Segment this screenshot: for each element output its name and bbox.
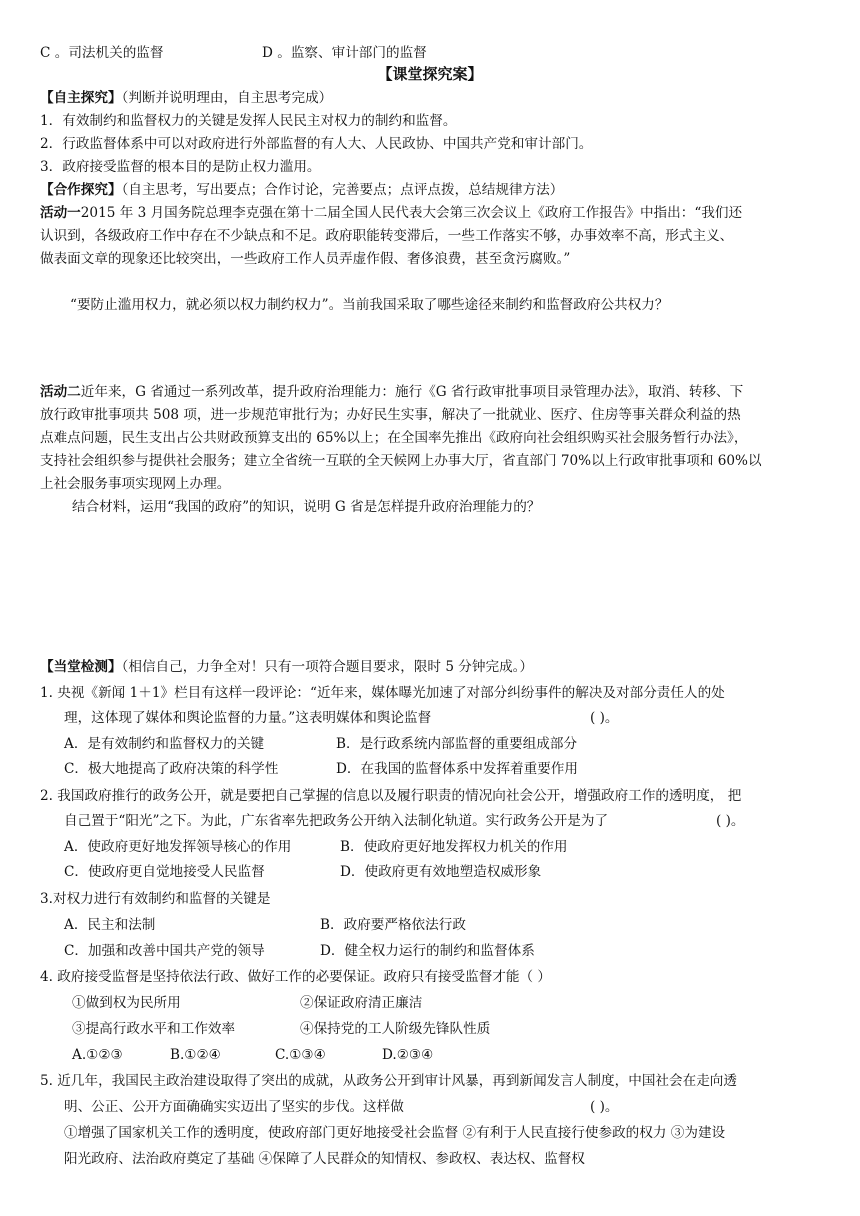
q4-option-c: C.①③④ [275, 1047, 326, 1063]
q4-statement-3: ③提高行政水平和工作效率 [72, 1021, 236, 1037]
activity2-line-1 [40, 383, 743, 401]
q4-option-b: B.①②④ [170, 1047, 221, 1063]
q1-answer-blank: ( )。 [590, 710, 619, 726]
activity2-line-2: 放行政审批事项共 508 项，进一步规范审批行为；办好民生实事，解决了一批就业、医疗、住房等事关群众利益的热 [40, 407, 741, 423]
option-d: D 。监察、审计部门的监督 [262, 45, 427, 61]
q1-option-b: B．是行政系统内部监督的重要组成部分 [336, 736, 578, 752]
activity2-text-1: 近年来，G 省通过一系列改革，提升政府治理能力：施行《G 省行政审批事项目录管理办法》，取消、转移、下 [80, 384, 744, 400]
q3-option-c: C．加强和改善中国共产党的领导 [64, 943, 265, 959]
q1-option-a: A．是有效制约和监督权力的关键 [64, 736, 265, 752]
q2-stem-line-1: 2. 我国政府推行的政务公开，就是要把自己掌握的信息以及履行职责的情况向社会公开，增强政府工作的透明度， 把 [40, 788, 742, 804]
q2-option-c: C．使政府更自觉地接受人民监督 [64, 864, 265, 880]
activity1-line-1 [40, 204, 742, 222]
q1-option-d: D．在我国的监督体系中发挥着重要作用 [336, 761, 578, 777]
activity1-text-1: 2015 年 3 月国务院总理李克强在第十二届全国人民代表大会第三次会议上《政府工作报告》中指出：“我们还 [80, 205, 743, 221]
q3-stem: 3.对权力进行有效制约和监督的关键是 [40, 891, 271, 907]
q2-option-d: D．使政府更有效地塑造权威形象 [340, 864, 542, 880]
q5-statements-line-1: ①增强了国家机关工作的透明度，使政府部门更好地接受社会监督 ②有利于人民直接行使参政的权力 ③为建设 [64, 1125, 726, 1141]
self-explore-heading: 【自主探究】 [40, 90, 122, 106]
self-explore-note: （判断并说明理由，自主思考完成） [121, 90, 333, 106]
q2-stem-line-2: 自己置于“阳光”之下。为此，广东省率先把政务公开纳入法制化轨道。实行政务公开是为了 [64, 813, 609, 829]
q3-option-d: D．健全权力运行的制约和监督体系 [320, 943, 535, 959]
coop-explore-header [40, 181, 563, 199]
activity2-question: 结合材料，运用“我国的政府”的知识，说明 G 省是怎样提升政府治理能力的？ [72, 499, 541, 515]
q2-answer-blank: ( )。 [716, 813, 745, 829]
q4-statement-4: ④保持党的工人阶级先锋队性质 [300, 1021, 491, 1037]
self-explore-item-1: 1．有效制约和监督权力的关键是发挥人民民主对权力的制约和监督。 [40, 113, 457, 129]
q5-stem-line-2: 明、公正、公开方面确确实实迈出了坚实的步伐。这样做 [64, 1099, 404, 1115]
self-explore-item-3: 3．政府接受监督的根本目的是防止权力滥用。 [40, 159, 321, 175]
q4-statement-2: ②保证政府清正廉洁 [300, 995, 423, 1011]
activity2-label: 活动二 [40, 384, 81, 400]
activity2-line-4: 支持社会组织参与提供社会服务；建立全省统一互联的全天候网上办事大厅，省直部门 70%以上行政审批事项和 60%以 [40, 453, 762, 469]
q5-stem-line-1: 5. 近几年，我国民主政治建设取得了突出的成就，从政务公开到审计风暴，再到新闻发言人制度，中国社会在走向透 [40, 1073, 737, 1089]
q5-answer-blank: ( )。 [590, 1099, 619, 1115]
coop-explore-heading: 【合作探究】 [40, 182, 122, 198]
self-explore-header [40, 89, 332, 107]
self-explore-item-2: 2．行政监督体系中可以对政府进行外部监督的有人大、人民政协、中国共产党和审计部门。 [40, 136, 593, 152]
q1-option-c: C．极大地提高了政府决策的科学性 [64, 761, 279, 777]
q3-option-a: A．民主和法制 [64, 917, 156, 933]
q1-stem-line-1: 1. 央视《新闻 1＋1》栏目有这样一段评论：“近年来，媒体曝光加速了对部分纠纷事件的解决及对部分责任人的处 [40, 685, 725, 701]
test-heading: 【当堂检测】 [40, 659, 122, 675]
test-header [40, 658, 533, 676]
q3-option-b: B．政府要严格依法行政 [320, 917, 466, 933]
activity1-label: 活动一 [40, 205, 81, 221]
section-title: 【课堂探究案】 [377, 65, 483, 83]
q2-option-a: A．使政府更好地发挥领导核心的作用 [64, 839, 292, 855]
q4-option-a: A.①②③ [72, 1047, 123, 1063]
activity1-line-2: 认识到，各级政府工作中存在不少缺点和不足。政府职能转变滞后，一些工作落实不够，办事效率不高，形式主义、 [40, 228, 734, 244]
q4-statement-1: ①做到权为民所用 [72, 995, 181, 1011]
q4-option-d: D.②③④ [382, 1047, 434, 1063]
activity1-question: “要防止滥用权力，就必须以权力制约权力”。当前我国采取了哪些途径来制约和监督政府公共权力？ [70, 297, 669, 313]
option-c: C 。司法机关的监督 [40, 45, 164, 61]
q1-stem-line-2: 理，这体现了媒体和舆论监督的力量。”这表明媒体和舆论监督 [64, 710, 432, 726]
q2-option-b: B．使政府更好地发挥权力机关的作用 [340, 839, 568, 855]
activity1-line-3: 做表面文章的现象还比较突出，一些政府工作人员弄虚作假、奢侈浪费，甚至贪污腐败。” [40, 251, 571, 267]
test-note: （相信自己，力争全对！只有一项符合题目要求，限时 5 分钟完成。） [121, 659, 534, 675]
q5-statements-line-2: 阳光政府、法治政府奠定了基础 ④保障了人民群众的知情权、参政权、表达权、监督权 [64, 1151, 585, 1167]
q4-stem: 4. 政府接受监督是坚持依法行政、做好工作的必要保证。政府只有接受监督才能（ ） [40, 969, 551, 985]
activity2-line-3: 点难点问题，民生支出占公共财政预算支出的 65%以上；在全国率先推出《政府向社会组织购买社会服务暂行办法》， [40, 430, 748, 446]
coop-explore-note: （自主思考，写出要点；合作讨论，完善要点；点评点拨，总结规律方法） [121, 182, 564, 198]
activity2-line-5: 上社会服务事项实现网上办理。 [40, 476, 231, 492]
